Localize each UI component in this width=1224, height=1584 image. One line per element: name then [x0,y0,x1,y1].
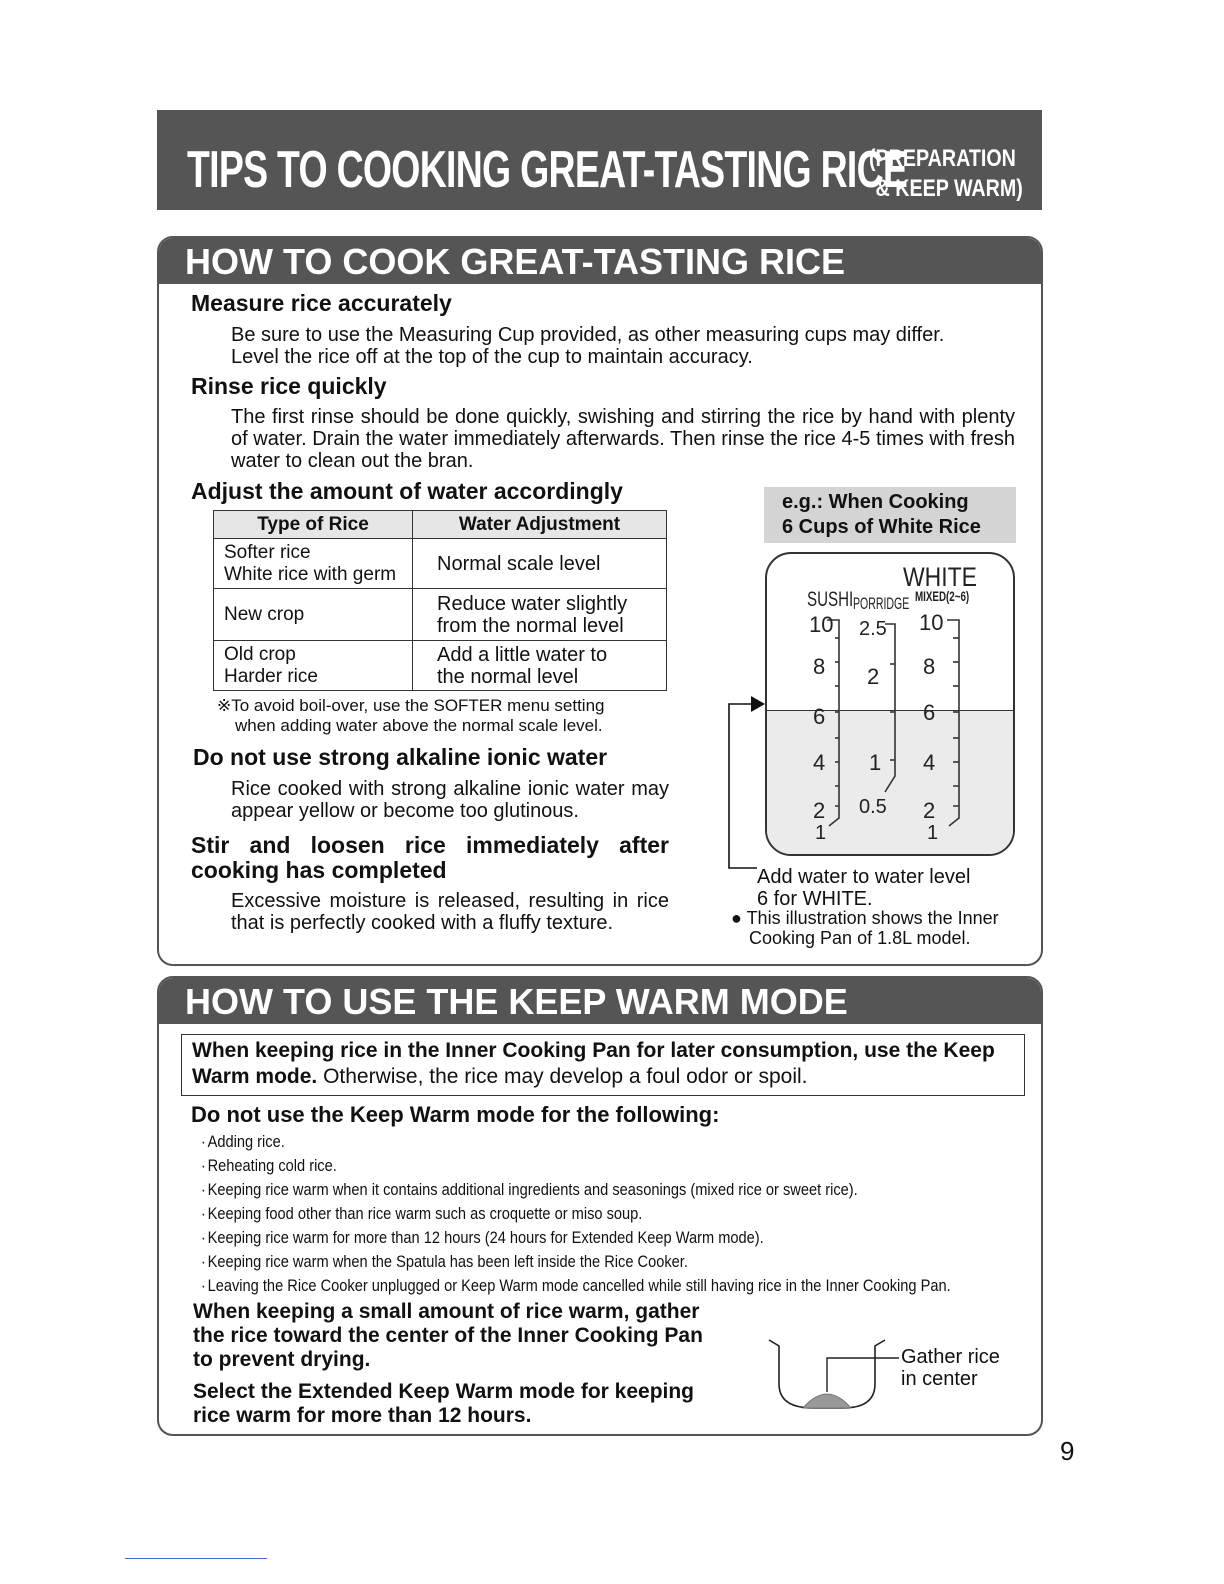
gather-rice-label [901,1346,1000,1390]
porridge-tick-2-5: 2.5 [859,618,887,640]
cook-section [157,236,1043,966]
water-adjustment-table [213,510,667,691]
sushi-tick-1: 1 [815,822,827,844]
list-item: · Keeping food other than rice warm such as croquette or miso soup. [201,1202,951,1226]
page-number: 9 [1060,1436,1075,1466]
sushi-scale-label: SUSHI [807,588,854,611]
small-tip-line-3: to prevent drying. [193,1348,371,1371]
table-cell-type [214,539,413,589]
rinse-title: Rinse rice quickly [191,373,387,399]
bullet-icon: ● [731,908,747,928]
sushi-tick-4: 4 [813,750,826,775]
callout-line-1: Add water to water level [757,866,971,888]
gather-line-1: Gather rice [901,1346,1000,1368]
mixed-tick-2: 2 [923,798,936,823]
table-cell-adjustment [413,589,667,641]
cell-line: Old crop [224,643,296,665]
extended-line-2: rice warm for more than 12 hours. [193,1404,532,1427]
cell-line: Softer rice [224,541,311,563]
small-tip-line-2: the rice toward the center of the Inner Cooking Pan [193,1324,703,1347]
rice-mound-icon [803,1394,851,1408]
mixed-tick-8: 8 [923,654,936,679]
page-title: TIPS TO COOKING GREAT-TASTING RICE [187,141,908,199]
mixed-tick-1: 1 [927,822,939,844]
callout-line-2: 6 for WHITE. [757,888,873,910]
sushi-tick-8: 8 [813,654,826,679]
small-tip-line-1: When keeping a small amount of rice warm, gather [193,1300,700,1323]
porridge-tick-0-5: 0.5 [859,796,887,818]
cell-line: Reduce water slightly [437,592,628,615]
measure-text [231,324,944,368]
measure-line-1: Be sure to use the Measuring Cup provided, as other measuring cups may differ. [231,324,945,346]
page-banner [157,110,1042,210]
mixed-scale-label: MIXED(2~6) [915,588,970,604]
white-scale-label: WHITE [903,562,977,592]
table-row [214,589,667,641]
keep-warm-heading: HOW TO USE THE KEEP WARM MODE [159,978,1041,1024]
table-cell-adjustment: Normal scale level [413,539,667,589]
scale-marks [767,554,1015,856]
footer-rule [125,1558,267,1559]
subtitle-line-1: (PREPARATION [869,145,1016,172]
keep-warm-section [157,976,1043,1436]
measure-line-2: Level the rice off at the top of the cup to maintain accuracy. [231,346,753,368]
porridge-tick-1: 1 [869,750,882,775]
tick-marks [835,638,959,806]
alkaline-text: Rice cooked with strong alkaline ionic water may appear yellow or become too glutinous. [231,778,669,822]
rinse-text: The first rinse should be done quickly, swishing and stirring the rice by hand with plenty of water. Drain the water immediately afterwards. Then rinse the rice 4-5 times with fresh water to clean out the bran. [231,406,1015,472]
stir-text: Excessive moisture is released, resulting in rice that is perfectly cooked with a fluffy texture. [231,890,669,934]
table-row [214,539,667,589]
extended-line-1: Select the Extended Keep Warm mode for keeping [193,1380,695,1403]
mixed-tick-4: 4 [923,750,936,775]
stir-title-line-1: Stir and loosen rice immediately after [191,832,669,858]
list-item: · Keeping rice warm when the Spatula has been left inside the Rice Cooker. [201,1250,951,1274]
boil-over-note [217,696,669,736]
sushi-tick-2: 2 [813,798,826,823]
list-item: · Adding rice. [201,1130,951,1154]
table-cell-adjustment [413,641,667,691]
table-header-row [214,511,667,539]
table-row [214,641,667,691]
gather-rice-diagram [763,1330,903,1414]
note-text: This illustration shows the Inner [746,908,999,928]
keep-warm-bold: When keeping rice in the Inner Cooking Pan for later consumption, use the Keep Warm mode. [192,1039,995,1088]
keep-warm-instruction-box [181,1034,1025,1096]
cell-line: from the normal level [437,614,624,637]
note-line-2: Cooking Pan of 1.8L model. [749,928,971,948]
stir-title-line-2: cooking has completed [191,857,447,883]
note-line-1 [731,908,999,928]
porridge-scale-label: PORRIDGE [853,594,910,613]
example-label [764,487,1016,543]
measure-title: Measure rice accurately [191,290,452,316]
alkaline-title: Do not use strong alkaline ionic water [193,744,608,770]
mixed-tick-6: 6 [923,700,936,725]
water-level-callout [757,866,970,910]
sushi-tick-10: 10 [809,612,834,637]
dont-use-list [201,1130,951,1298]
table-header-adjustment: Water Adjustment [413,511,667,539]
table-cell-type: New crop [214,589,413,641]
list-item: · Leaving the Rice Cooker unplugged or Keep Warm mode cancelled while still having rice in the Inner Cooking Pan. [201,1274,951,1298]
cell-line: Add a little water to [437,643,608,666]
example-line-1: e.g.: When Cooking [782,491,969,513]
small-amount-tip [193,1300,703,1372]
list-item: · Keeping rice warm for more than 12 hours (24 hours for Extended Keep Warm mode). [201,1226,951,1250]
sushi-tick-6: 6 [813,704,826,729]
table-header-type: Type of Rice [214,511,413,539]
keep-warm-text: Otherwise, the rice may develop a foul odor or spoil. [317,1065,808,1088]
page-subtitle [869,144,1023,204]
porridge-tick-2: 2 [867,664,880,689]
dont-use-title: Do not use the Keep Warm mode for the following: [191,1102,720,1127]
list-item: · Keeping rice warm when it contains additional ingredients and seasonings (mixed rice or sweet rice). [201,1178,951,1202]
gather-line-2: in center [901,1368,978,1390]
note-line-2: when adding water above the normal scale level. [235,716,603,735]
cell-line: the normal level [437,665,579,688]
illustration-note [731,908,999,948]
cell-line: White rice with germ [224,563,397,585]
adjust-title: Adjust the amount of water accordingly [191,478,623,504]
cook-section-heading: HOW TO COOK GREAT-TASTING RICE [159,238,1041,284]
note-line-1: ※To avoid boil-over, use the SOFTER menu setting [217,696,605,715]
mixed-tick-10: 10 [919,610,944,635]
cell-line: Harder rice [224,665,318,687]
example-line-2: 6 Cups of White Rice [782,516,981,538]
subtitle-line-2: & KEEP WARM) [875,175,1023,202]
list-item: · Reheating cold rice. [201,1154,951,1178]
inner-pan-diagram [765,552,1015,856]
extended-keep-warm-tip [193,1380,694,1428]
table-cell-type [214,641,413,691]
